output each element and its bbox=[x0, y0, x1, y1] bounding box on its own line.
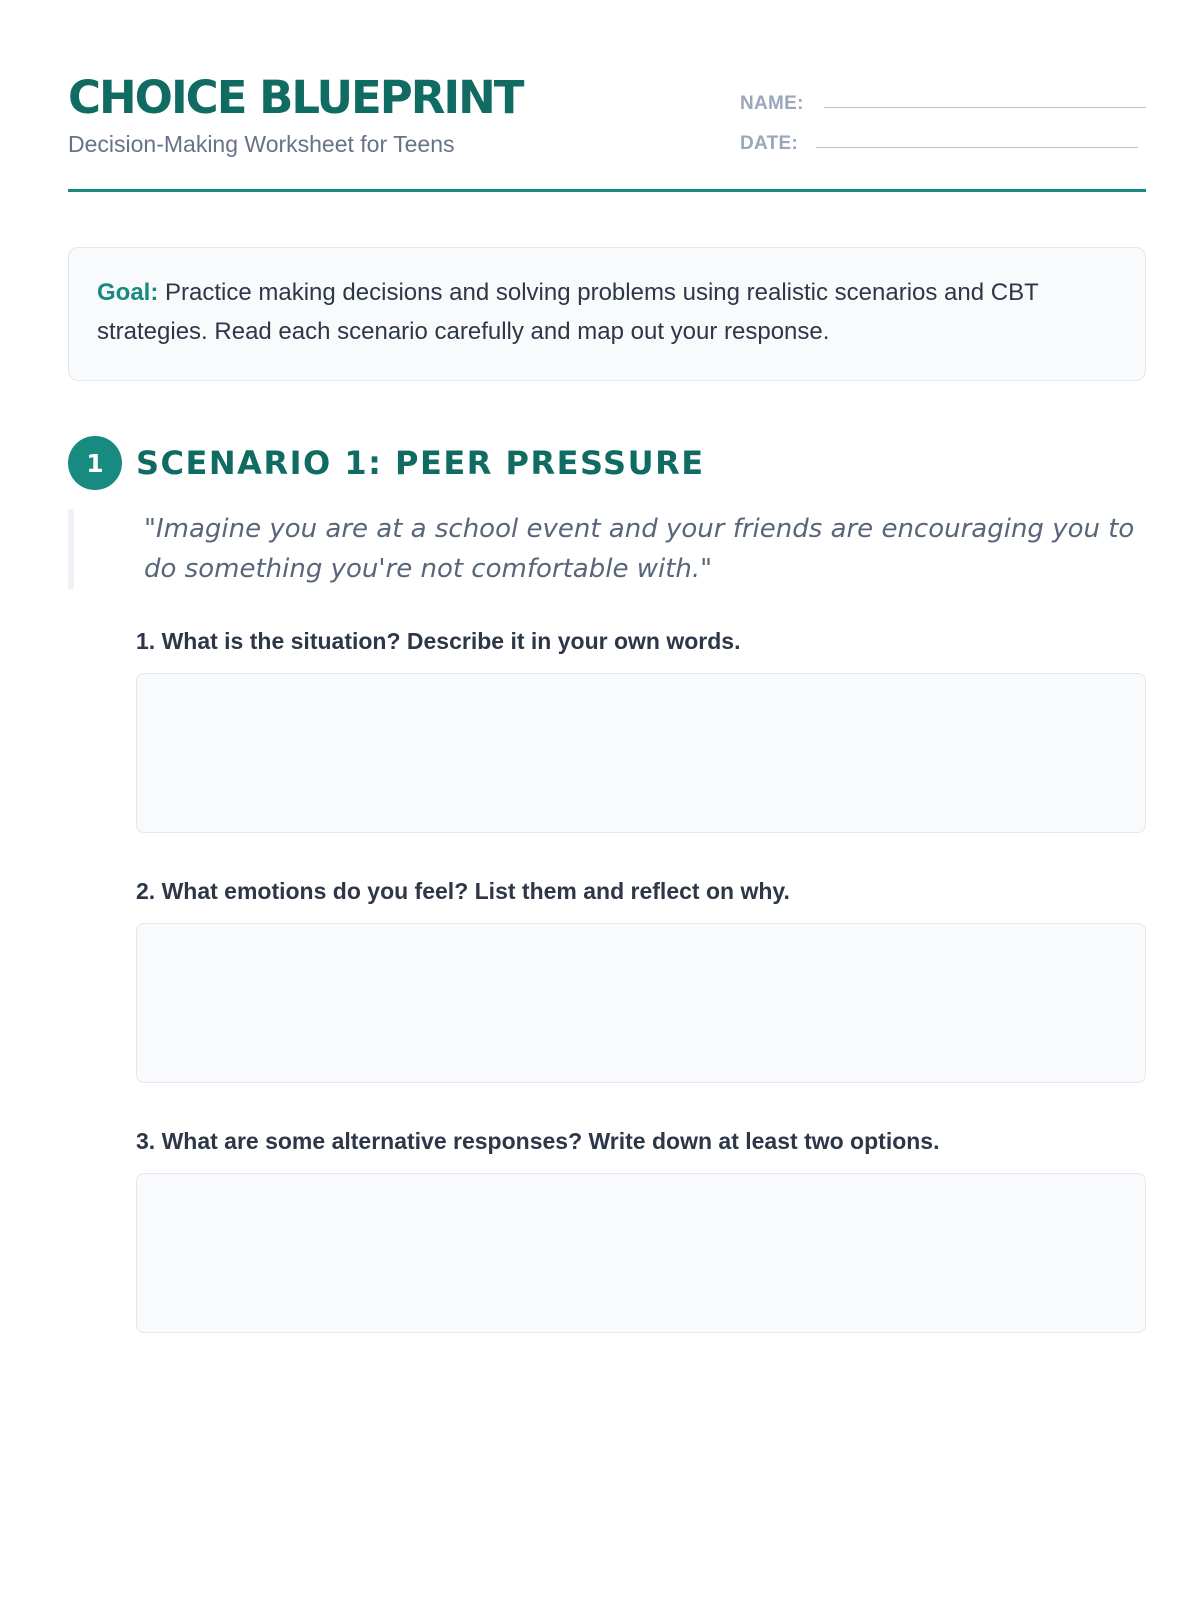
student-info-fields bbox=[740, 92, 1146, 172]
question-1-label: 1. What is the situation? Describe it in your own words. bbox=[136, 628, 741, 654]
scenario-prompt-quote: "Imagine you are at a school event and your friends are encouraging you to do something you're not comfortable with." bbox=[68, 509, 1146, 589]
scenario-title: SCENARIO 1: PEER PRESSURE bbox=[136, 444, 705, 482]
name-input-line[interactable] bbox=[824, 107, 1146, 108]
worksheet-title: CHOICE BLUEPRINT bbox=[68, 71, 523, 124]
question-2-label: 2. What emotions do you feel? List them and reflect on why. bbox=[136, 878, 790, 904]
worksheet-subtitle: Decision-Making Worksheet for Teens bbox=[68, 131, 455, 157]
date-field[interactable] bbox=[740, 132, 1146, 156]
name-field[interactable] bbox=[740, 92, 1146, 116]
goal-box bbox=[68, 247, 1146, 381]
question-2-answer-box[interactable] bbox=[136, 923, 1146, 1083]
question-3-answer-box[interactable] bbox=[136, 1173, 1146, 1333]
worksheet-header bbox=[68, 0, 1146, 192]
date-label: DATE: bbox=[740, 133, 799, 154]
scenario-number-badge: 1 bbox=[68, 436, 122, 490]
scenario-heading bbox=[68, 436, 705, 490]
brand-block bbox=[68, 68, 523, 158]
question-1-answer-box[interactable] bbox=[136, 673, 1146, 833]
date-input-line[interactable] bbox=[816, 147, 1138, 148]
goal-label: Goal: bbox=[97, 279, 159, 306]
question-3-label: 3. What are some alternative responses? Write down at least two options. bbox=[136, 1128, 940, 1154]
goal-text: Practice making decisions and solving problems using realistic scenarios and CBT strategies. Read each scenario carefully and map out your response. bbox=[97, 279, 1039, 345]
name-label: NAME: bbox=[740, 93, 804, 114]
